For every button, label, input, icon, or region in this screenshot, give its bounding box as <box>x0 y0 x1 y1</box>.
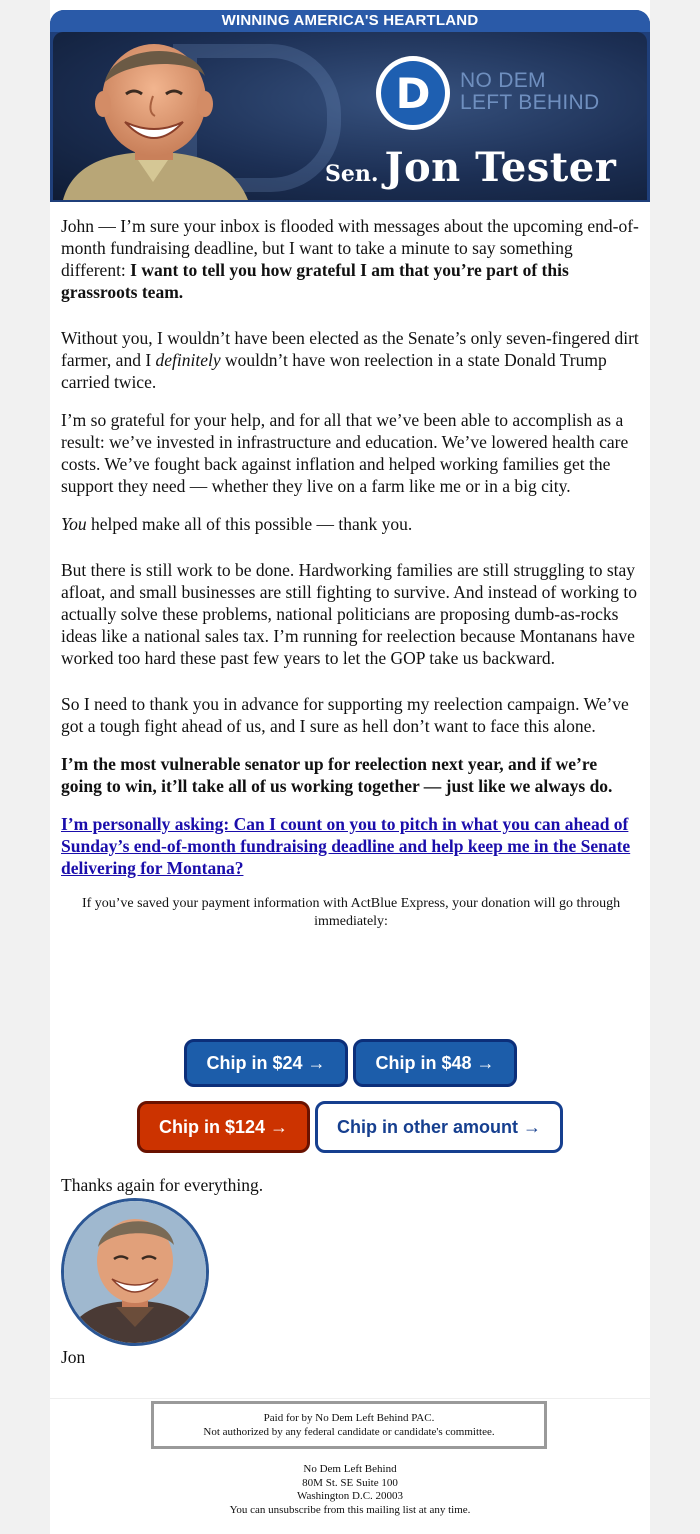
paragraph-thank-you <box>61 513 641 535</box>
header-image <box>53 32 647 200</box>
senator-name <box>325 144 616 191</box>
senator-prefix: Sen. <box>325 161 379 187</box>
paragraph-work: But there is still work to be done. Hardworking families are still struggling to stay afloat, and small businesses are still fighting to survive. And instead of working to actually solve these problems, national politicians are proposing dumb-as-rocks ideas like a national sales tax. I’m running for reelection because Montanans have worked too hard these past few years to let the GOP take us backward. <box>61 560 637 668</box>
email-body <box>61 215 641 947</box>
paragraph-reelection: So I need to thank you in advance for supporting my reelection campaign. We’ve got a tough fight ahead of us, and I sure as hell don’t want to face this alone. <box>61 694 629 736</box>
street-address: 80M St. SE Suite 100 <box>302 1476 398 1489</box>
unsubscribe-text[interactable]: You can unsubscribe from this mailing list at any time. <box>229 1503 471 1516</box>
not-authorized-line: Not authorized by any federal candidate or candidate's committee. <box>203 1426 495 1438</box>
city-address: Washington D.C. 20003 <box>296 1490 404 1502</box>
paragraph-senate-text-a: Without you, I wouldn’t have been elected as the Senate’s only seven-fingered dirt farmer, and I <box>61 328 639 370</box>
org-name: No Dem Left Behind <box>303 1463 397 1475</box>
no-dem-left-behind-logo <box>376 56 450 130</box>
header-tagline: WINNING AMERICA'S HEARTLAND <box>50 10 650 32</box>
paragraph-senate <box>61 327 641 393</box>
actblue-note: If you’ve saved your payment information with ActBlue Express, your donation will go through immediately: <box>81 896 621 929</box>
mailing-address <box>50 1463 650 1517</box>
donation-ask-link[interactable]: I’m personally asking: Can I count on you to pitch in what you can ahead of Sunday’s end-of-month fundraising deadline and help keep me in the Senate delivering for Montana? <box>61 814 631 878</box>
senator-photo-image <box>64 1201 206 1343</box>
chip-in-other-amount-button[interactable]: Chip in other amount → <box>315 1101 563 1153</box>
paragraph-intro-bold: I want to tell you how grateful I am that you’re part of this grassroots team. <box>61 260 569 302</box>
paid-for-disclaimer <box>151 1401 547 1449</box>
logo-line-2: LEFT BEHIND <box>460 91 600 114</box>
paragraph-thank-you-emphasis: You <box>61 514 87 534</box>
logo-line-1: NO DEM <box>460 69 546 92</box>
chip-in-124-button[interactable]: Chip in $124 → <box>137 1101 310 1153</box>
paragraph-intro <box>61 215 641 303</box>
email-footer <box>50 1398 650 1534</box>
paragraph-thank-you-text: helped make all of this possible — thank you. <box>86 514 413 534</box>
email-container <box>50 0 650 1534</box>
paragraph-senate-text-b: wouldn’t have won reelection in a state Donald Trump carried twice. <box>61 350 607 392</box>
paragraph-vulnerable <box>61 753 641 797</box>
closing-thanks: Thanks again for everything. <box>61 1175 264 1195</box>
signature-photo <box>61 1198 209 1346</box>
paragraph-intro-text: John — I’m sure your inbox is flooded with messages about the upcoming end-of-month fundraising deadline, but I want to take a minute to say something different: <box>61 216 639 280</box>
paragraph-grateful: I’m so grateful for your help, and for all that we’ve been able to accomplish as a result: we’ve invested in infrastructure and education. We’ve lowered health care costs. We’ve fought back against inflation and helped working families get the support they need — whether they live on a farm like me or in a big city. <box>61 410 629 496</box>
senator-portrait <box>53 32 303 200</box>
logo-d-icon: D <box>381 61 445 125</box>
chip-in-24-button[interactable]: Chip in $24 → <box>184 1039 348 1087</box>
header-banner <box>50 10 650 202</box>
ask-paragraph <box>61 813 641 879</box>
paragraph-vulnerable-bold: I’m the most vulnerable senator up for reelection next year, and if we’re going to win, it’ll take all of us working together — just like we always do. <box>61 754 613 796</box>
paid-for-line: Paid for by No Dem Left Behind PAC. <box>263 1412 435 1424</box>
senator-full-name: Jon Tester <box>384 144 617 191</box>
chip-in-48-button[interactable]: Chip in $48 → <box>353 1039 517 1087</box>
logo-wordmark <box>460 70 599 114</box>
paragraph-senate-emphasis: definitely <box>155 350 221 370</box>
closing-signoff: Jon <box>61 1347 86 1367</box>
